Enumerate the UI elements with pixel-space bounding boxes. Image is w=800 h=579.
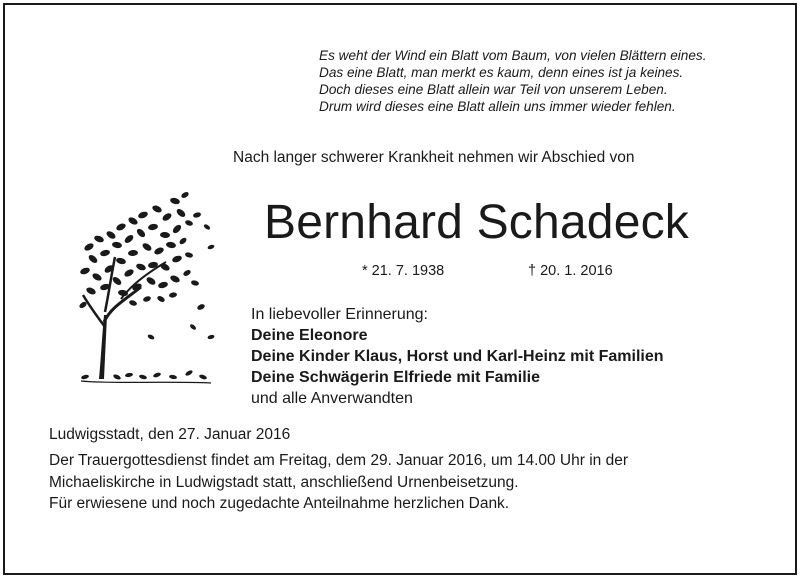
birth-date: * 21. 7. 1938 (362, 263, 445, 279)
mourners-block (251, 304, 664, 409)
notice-line: Der Trauergottesdienst findet am Freitag, dem 29. Januar 2016, um 14.00 Uhr in der (49, 452, 628, 469)
deceased-name: Bernhard Schadeck (264, 196, 689, 249)
poem-line: Drum wird dieses eine Blatt allein uns immer wieder fehlen. (319, 99, 676, 114)
poem-line: Das eine Blatt, man merkt es kaum, denn eines ist ja keines. (319, 65, 684, 80)
obituary-card (3, 3, 797, 575)
tree-with-falling-leaves-icon (71, 187, 221, 392)
mourner-line: Deine Eleonore (251, 327, 368, 344)
notice-line: Michaeliskirche in Ludwigstadt statt, anschließend Urnenbeisetzung. (49, 473, 519, 491)
place-date: Ludwigsstadt, den 27. Januar 2016 (49, 426, 291, 443)
service-notice (49, 450, 628, 515)
poem-line: Doch dieses eine Blatt allein war Teil von unserem Leben. (319, 82, 668, 97)
death-date: † 20. 1. 2016 (528, 263, 613, 279)
mourner-line: Deine Kinder Klaus, Horst und Karl-Heinz mit Familien (251, 348, 664, 365)
mourner-line: Deine Schwägerin Elfriede mit Familie (251, 369, 540, 386)
poem (319, 47, 779, 115)
mourner-line-last: und alle Anverwandten (251, 390, 413, 407)
intro-text: Nach langer schwerer Krankheit nehmen wir Abschied von (233, 149, 635, 166)
mourners-lead: In liebevoller Erinnerung: (251, 306, 428, 323)
notice-line: Für erwiesene und noch zugedachte Anteilnahme herzlichen Dank. (49, 495, 510, 512)
poem-line: Es weht der Wind ein Blatt vom Baum, von vielen Blättern eines. (319, 48, 707, 63)
